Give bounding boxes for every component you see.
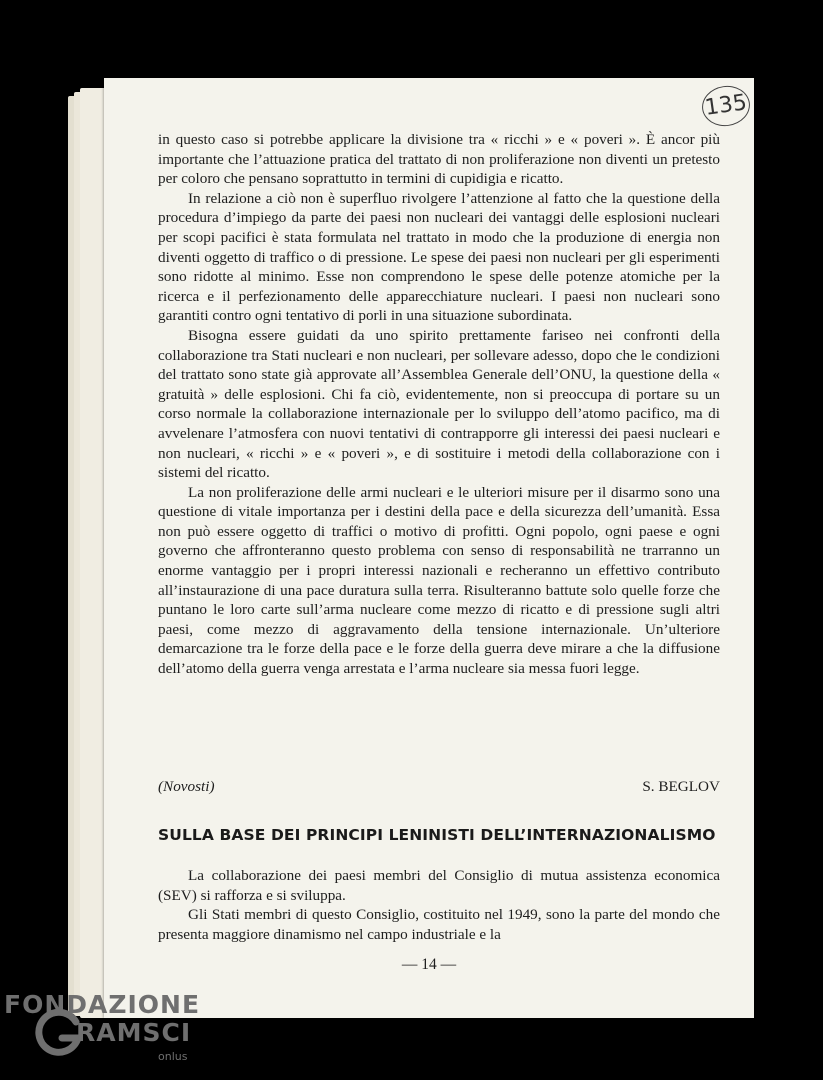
watermark-logo [0,990,210,1080]
handwritten-page-number: 135 [699,83,752,129]
article-paragraph: in questo caso si potrebbe applicare la divisione tra « ricchi » e « poveri ». È ancor più importante che l’attuazione pratica del trattato di non proliferazione non diventi un pretesto per coloro che pensano soprattutto in termini di cupidigia e ricatto. [158,131,720,188]
article-author: S. BEGLOV [642,778,720,795]
watermark-onlus: onlus [158,1050,188,1063]
article-body [158,130,720,679]
article-paragraph: La non proliferazione delle armi nucleari e le ulteriori misure per il disarmo sono una questione di vitale importanza per i destini della pace e della sicurezza dell’umanità. Essa non può essere oggetto di traffici o motivo di profitti. Ogni popolo, ogni paese e ogni governo che affronteranno questo problema con senso di responsabilità ne trarranno un enorme vantaggio per i propri interessi nazionali e recheranno un effettivo contributo all’instaurazione di una pace duratura sulla terra. Risulteranno battute solo quelle forze che puntano le loro carte sull’arma nucleare come mezzo di ricatto e di pressione sugli altri paesi, come mezzo di aggravamento della tensione internazionale. Un’ulteriore demarcazione tra le forze della pace e le forze della guerra deve mirare a che la diffusione dell’atomo della guerra venga arrestata e l’arma nucleare sia messa fuori legge. [158,483,720,678]
article-paragraph: Bisogna essere guidati da uno spirito prettamente fariseo nei confronti della collaborazione tra Stati nucleari e non nucleari, per sollevare adesso, dopo che le condizioni del trattato sono state già approvate all’Assemblea Generale dell’ONU, la questione della « gratuità » delle esplosioni. Chi fa ciò, evidentemente, non si preoccupa di portare su un corso normale la collaborazione internazionale per lo sviluppo dell’atomo pacifico, ma di avvelenare l’atmosfera con nuovi tentativi di contrapporre gli interessi dei paesi nucleari e non nucleari, « ricchi » e « poveri », e di sostituire i metodi della collaborazione con i sistemi del ricatto. [158,326,720,482]
section-paragraph: Gli Stati membri di questo Consiglio, costituito nel 1949, sono la parte del mondo che presenta maggiore dinamismo nel campo industriale e la [158,906,720,943]
section-heading: SULLA BASE DEI PRINCIPI LENINISTI DELL’INTERNAZIONALISMO [158,826,716,844]
signature-line [158,778,720,796]
section-body [158,866,720,944]
page-folio: — 14 — [401,956,457,973]
watermark-line1: FONDAZIONE [4,990,201,1019]
article-paragraph: In relazione a ciò non è superfluo rivolgere l’attenzione al fatto che la questione della procedura d’impiego da parte dei paesi non nucleari dei vantaggi delle esplosioni nucleari per scopi pacifici è stata formulata nel trattato in modo che la produzione di energia non diventi oggetto di traffico o di pressione. Le spese dei paesi non nucleari per gli esperimenti sono ridotte al minimo. Esse non comprendono le spese delle potenze atomiche per la ricerca e il perfezionamento delle apparecchiature nucleari. I paesi non nucleari sono garantiti contro ogni tentativo di porli in una situazione subordinata. [158,189,720,325]
section-paragraph: La collaborazione dei paesi membri del Consiglio di mutua assistenza economica (SEV) si rafforza e si sviluppa. [158,867,720,904]
watermark-line2: RAMSCI [76,1018,192,1047]
article-source: (Novosti) [158,778,215,795]
